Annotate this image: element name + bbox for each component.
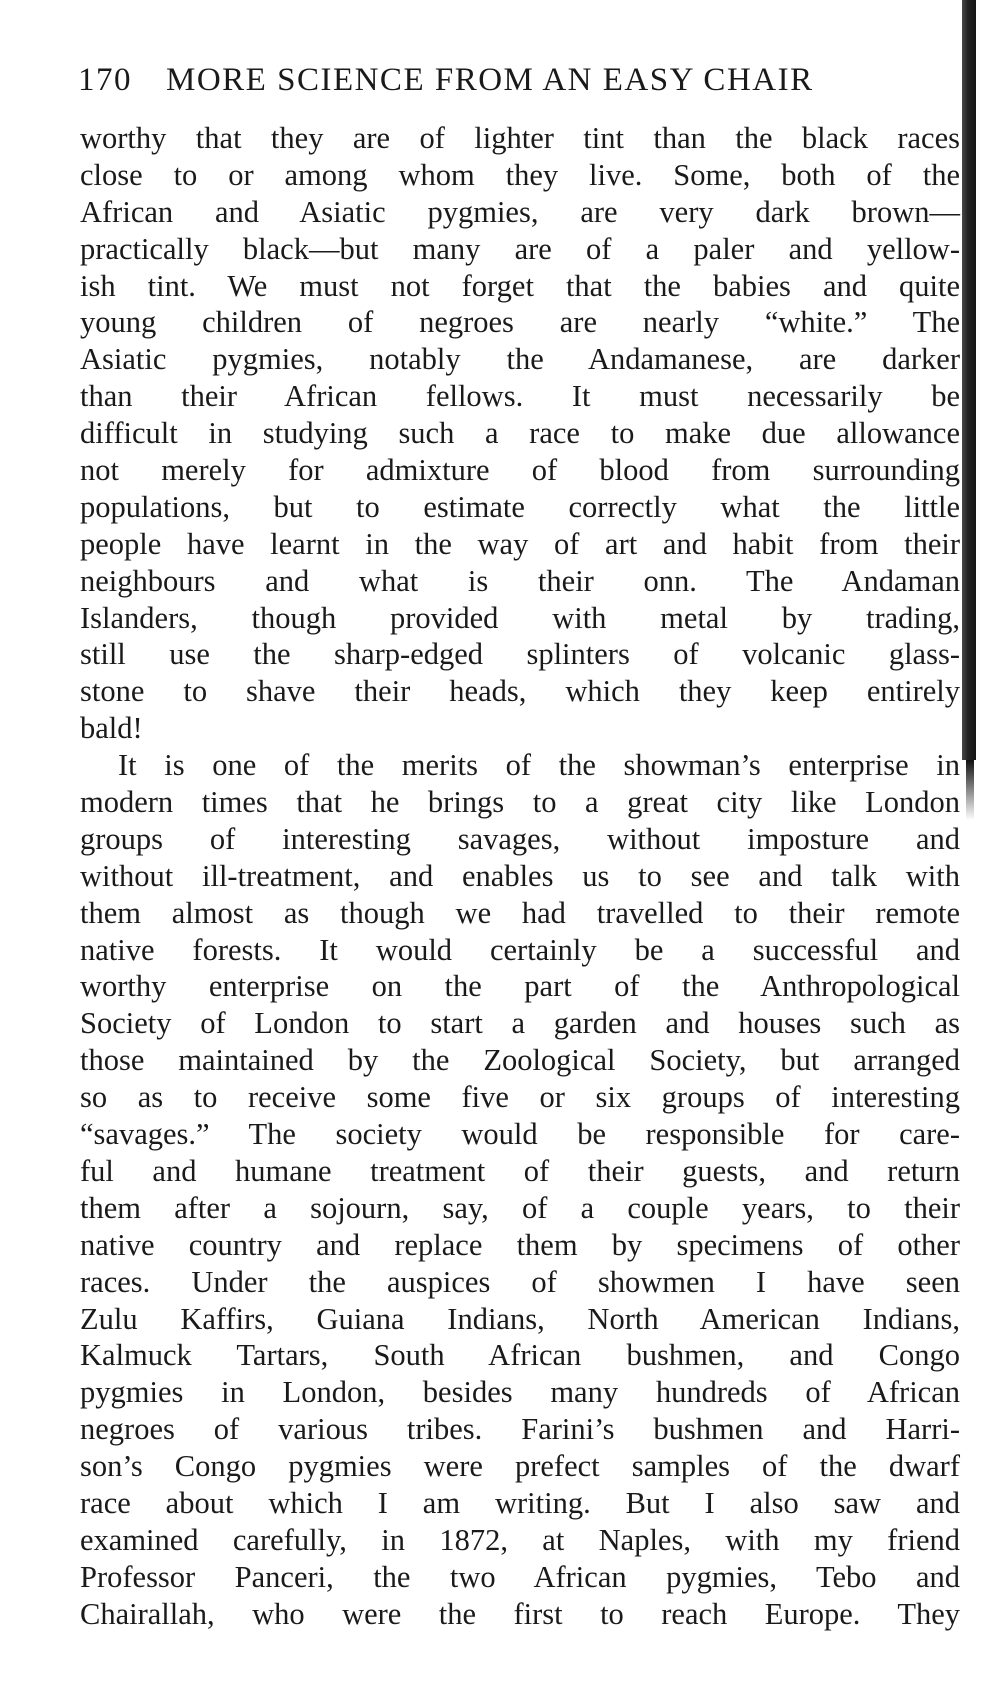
text-line: worthy enterprise on the part of the Anthropological [80, 969, 960, 1004]
text-line: native forests. It would certainly be a successful and [80, 932, 960, 967]
text-line: Asiatic pygmies, notably the Andamanese, are darker [80, 342, 960, 377]
running-title: MORE SCIENCE FROM AN EASY CHAIR [166, 62, 814, 98]
text-line: difficult in studying such a race to make due allowance [80, 416, 960, 451]
text-line: pygmies in London, besides many hundreds of African [80, 1375, 960, 1410]
text-line: without ill-treatment, and enables us to see and talk with [80, 858, 960, 893]
body-text [80, 120, 960, 1633]
text-line: still use the sharp-edged splinters of volcanic glass- [80, 637, 960, 672]
text-line: people have learnt in the way of art and habit from their [80, 526, 960, 561]
text-line: Zulu Kaffirs, Guiana Indians, North American Indians, [80, 1301, 960, 1336]
text-line: “savages.” The society would be responsible for care- [80, 1117, 960, 1152]
text-line: negroes of various tribes. Farini’s bushmen and Harri- [80, 1412, 960, 1447]
text-line: son’s Congo pygmies were prefect samples of the dwarf [80, 1449, 960, 1484]
text-line: so as to receive some five or six groups of interesting [80, 1080, 960, 1115]
text-line: Society of London to start a garden and houses such as [80, 1006, 960, 1041]
text-line: ish tint. We must not forget that the babies and quite [80, 268, 960, 303]
text-line: modern times that he brings to a great city like London [80, 785, 960, 820]
text-line: worthy that they are of lighter tint than the black races [80, 121, 960, 155]
binding-shadow [962, 0, 976, 760]
text-line: those maintained by the Zoological Society, but arranged [80, 1043, 960, 1078]
text-line: races. Under the auspices of showmen I have seen [80, 1264, 960, 1299]
text-line: not merely for admixture of blood from surrounding [80, 453, 960, 488]
text-line: Chairallah, who were the first to reach Europe. They [80, 1596, 960, 1631]
text-line: Professor Panceri, the two African pygmies, Tebo and [80, 1559, 960, 1594]
paragraph-continued [80, 120, 960, 747]
text-line: practically black—but many are of a paler and yellow- [80, 231, 960, 266]
text-line: bald! [80, 711, 143, 746]
page-number: 170 [78, 62, 132, 98]
running-head [78, 62, 960, 99]
text-line: young children of negroes are nearly “white.” The [80, 305, 960, 340]
text-line: them after a sojourn, say, of a couple years, to their [80, 1190, 960, 1225]
text-line: examined carefully, in 1872, at Naples, with my friend [80, 1522, 960, 1557]
text-line: Islanders, though provided with metal by trading, [80, 600, 960, 635]
text-line: ful and humane treatment of their guests, and return [80, 1153, 960, 1188]
text-line: neighbours and what is their onn. The Andaman [80, 563, 960, 598]
text-line: groups of interesting savages, without imposture and [80, 821, 960, 856]
text-line: them almost as though we had travelled to their remote [80, 895, 960, 930]
binding-shadow-fade [966, 760, 974, 820]
text-line: native country and replace them by specimens of other [80, 1227, 960, 1262]
text-line: stone to shave their heads, which they keep entirely [80, 674, 960, 709]
text-line: populations, but to estimate correctly what the little [80, 489, 960, 524]
text-line: than their African fellows. It must necessarily be [80, 379, 960, 414]
text-line: race about which I am writing. But I also saw and [80, 1485, 960, 1520]
text-line: close to or among whom they live. Some, both of the [80, 157, 960, 192]
text-line: African and Asiatic pygmies, are very dark brown— [80, 194, 960, 229]
text-line: Kalmuck Tartars, South African bushmen, and Congo [80, 1338, 960, 1373]
text-line: It is one of the merits of the showman’s enterprise in [118, 748, 960, 783]
paragraph-showman [80, 747, 960, 1632]
